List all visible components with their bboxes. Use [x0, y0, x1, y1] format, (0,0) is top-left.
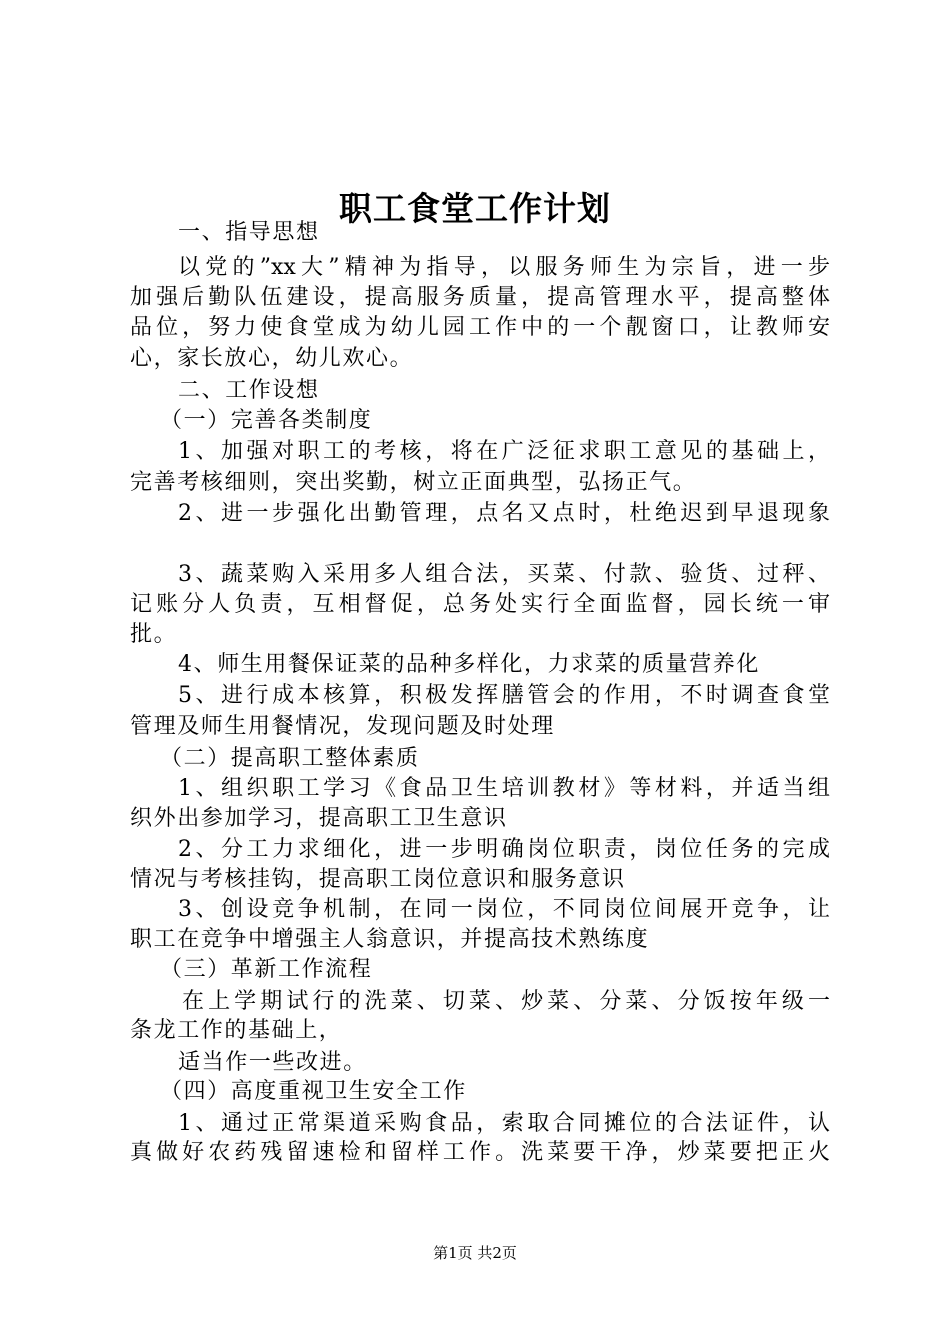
text-line: 品位，努力使食堂成为幼儿园工作中的一个靓窗口，让教师安 — [130, 315, 830, 340]
text-line: 1、通过正常渠道采购食品，索取合同摊位的合法证件，认 — [178, 1111, 830, 1136]
text-line: 二、工作设想 — [178, 378, 320, 403]
text-line: 职工在竞争中增强主人翁意识，并提高技术熟练度 — [130, 927, 650, 952]
text-line: 一、指导思想 — [178, 220, 320, 245]
text-line: 批。 — [130, 622, 178, 647]
text-line: 完善考核细则，突出奖勤，树立正面典型，弘扬正气。 — [130, 470, 697, 495]
text-line: 1、加强对职工的考核，将在广泛征求职工意见的基础上， — [178, 439, 830, 464]
text-line: 织外出参加学习，提高职工卫生意识 — [130, 806, 508, 831]
page-footer: 第1页 共2页 — [433, 1244, 517, 1262]
text-line: 心，家长放心，幼儿欢心。 — [130, 346, 414, 371]
text-line: 适当作一些改进。 — [178, 1050, 367, 1075]
text-line: 加强后勤队伍建设，提高服务质量，提高管理水平，提高整体 — [130, 285, 830, 310]
text-line: 2、进一步强化出勤管理，点名又点时，杜绝迟到早退现象 — [178, 501, 830, 526]
text-line: （三）革新工作流程 — [160, 957, 373, 982]
text-line: 在上学期试行的洗菜、切菜、炒菜、分菜、分饭按年级一 — [182, 989, 830, 1014]
text-line: 情况与考核挂钩，提高职工岗位意识和服务意识 — [130, 867, 626, 892]
text-line: 1、组织职工学习《食品卫生培训教材》等材料，并适当组 — [178, 776, 830, 801]
text-line: 条龙工作的基础上， — [130, 1018, 343, 1043]
text-line: （四）高度重视卫生安全工作 — [160, 1079, 467, 1104]
text-line: （二）提高职工整体素质 — [160, 746, 420, 771]
text-line: 真做好农药残留速检和留样工作。洗菜要干净，炒菜要把正火 — [130, 1140, 830, 1165]
text-line: 5、进行成本核算，积极发挥膳管会的作用，不时调查食堂 — [178, 683, 830, 708]
text-line: 以党的”xx大”精神为指导，以服务师生为宗旨，进一步 — [178, 255, 830, 280]
text-line: 3、蔬菜购入采用多人组合法，买菜、付款、验货、过秤、 — [178, 562, 830, 587]
text-line: 2、分工力求细化，进一步明确岗位职责，岗位任务的完成 — [178, 837, 830, 862]
text-line: 4、师生用餐保证菜的品种多样化，力求菜的质量营养化 — [178, 652, 760, 677]
text-line: （一）完善各类制度 — [160, 408, 373, 433]
text-line: 记账分人负责，互相督促，总务处实行全面监督，园长统一审 — [130, 592, 830, 617]
document-title: 职工食堂工作计划 — [339, 189, 611, 228]
text-line: 管理及师生用餐情况，发现问题及时处理 — [130, 714, 555, 739]
text-line: 3、创设竞争机制，在同一岗位，不同岗位间展开竞争，让 — [178, 897, 830, 922]
